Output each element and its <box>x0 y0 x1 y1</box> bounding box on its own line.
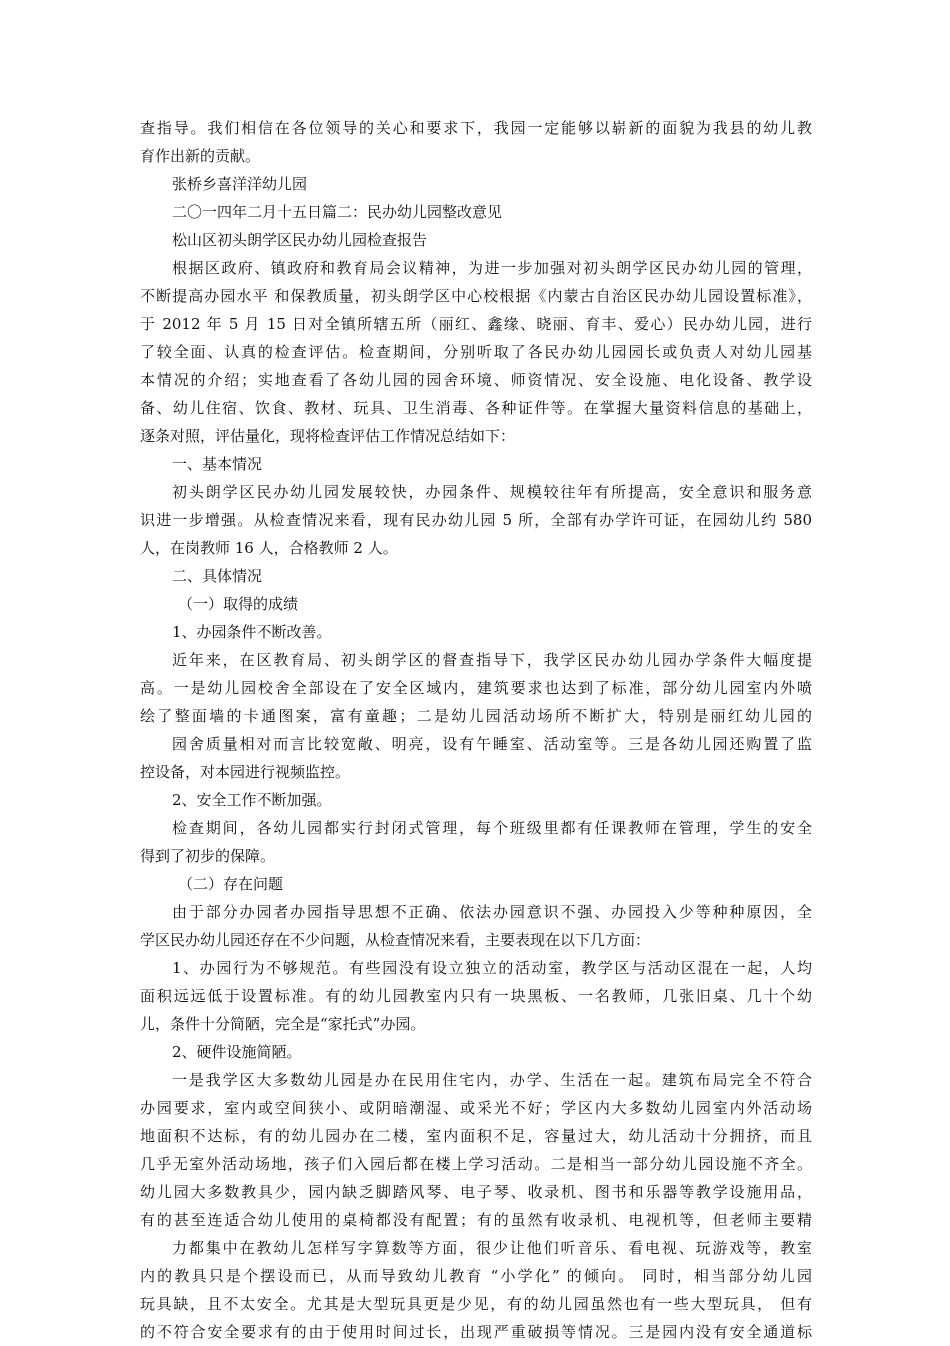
text-line: 学区民办幼儿园还存在不少问题，从检查情况来看，主要表现在以下几方面： <box>140 931 651 949</box>
text-line: 玩具缺，且不太安全。尤其是大型玩具更是少见，有的幼儿园虽然也有一些大型玩具， 但有 <box>140 1295 812 1313</box>
section-heading: 二、具体情况 <box>172 567 263 585</box>
text-line: 备、幼儿住宿、饮食、教材、玩具、卫生消毒、各种证件等。在掌握大量资料信息的基础上， <box>140 399 812 417</box>
text-line: 根据区政府、镇政府和教育局会议精神，为进一步加强对初头朗学区民办幼儿园的管理， <box>172 259 812 277</box>
text-line: 面积远远低于设置标准。有的幼儿园教室内只有一块黑板、一名教师，几张旧桌、几十个幼 <box>140 987 812 1005</box>
text-line: 幼儿园大多数教具少，园内缺乏脚踏风琴、电子琴、收录机、图书和乐器等教学设施用品， <box>140 1183 812 1201</box>
report-title: 松山区初头朗学区民办幼儿园检查报告 <box>172 231 428 249</box>
text-line: 不断提高办园水平 和保教质量，初头朗学区中心校根据《内蒙古自治区民办幼儿园设置标准》， <box>140 287 812 305</box>
item-heading: 2、硬件设施简陋。 <box>172 1043 302 1061</box>
text-line: 地面积不达标，有的幼儿园办在二楼，室内面积不足，容量过大，幼儿活动十分拥挤，而且 <box>140 1127 812 1145</box>
text-line: 初头朗学区民办幼儿园发展较快，办园条件、规模较往年有所提高，安全意识和服务意 <box>172 483 812 501</box>
text-line: 得到了初步的保障。 <box>140 847 276 865</box>
text-line: 检查期间，各幼儿园都实行封闭式管理，每个班级里都有任课教师在管理，学生的安全 <box>172 819 812 837</box>
text-line: 的不符合安全要求有的由于使用时间过长，出现严重破损等情况。三是园内没有安全通道标 <box>140 1323 812 1341</box>
text-line: 人，在岗教师 16 人，合格教师 2 人。 <box>140 539 398 557</box>
text-line: 高。一是幼儿园校舍全部设在了安全区域内，建筑要求也达到了标准，部分幼儿园室内外喷 <box>140 679 812 697</box>
text-line: 儿，条件十分简陋，完全是“家托式”办园。 <box>140 1015 426 1033</box>
subsection-heading: （二）存在问题 <box>178 875 284 893</box>
text-line: 由于部分办园者办园指导思想不正确、依法办园意识不强、办园投入少等种种原因，全 <box>172 903 812 921</box>
text-line: 1、办园行为不够规范。有些园没有设立独立的活动室，教学区与活动区混在一起，人均 <box>172 959 812 977</box>
text-line: 逐条对照，评估量化，现将检查评估工作情况总结如下： <box>140 427 516 445</box>
item-heading: 2、安全工作不断加强。 <box>172 791 332 809</box>
text-line: 近年来，在区教育局、初头朗学区的督查指导下，我学区民办幼儿园办学条件大幅度提 <box>172 651 812 669</box>
signature-org: 张桥乡喜洋洋幼儿园 <box>172 175 308 193</box>
subsection-heading: （一）取得的成绩 <box>178 595 299 613</box>
text-line: 办园要求，室内或空间狭小、或阴暗潮湿、或采光不好；学区内大多数幼儿园室内外活动场 <box>140 1099 812 1117</box>
text-line: 本情况的介绍；实地查看了各幼儿园的园舍环境、师资情况、安全设施、电化设备、教学设 <box>140 371 812 389</box>
text-line: 一是我学区大多数幼儿园是办在民用住宅内，办学、生活在一起。建筑布局完全不符合 <box>172 1071 812 1089</box>
item-heading: 1、办园条件不断改善。 <box>172 623 332 641</box>
text-line: 了较全面、认真的检查评估。检查期间，分别听取了各民办幼儿园园长或负责人对幼儿园基 <box>140 343 812 361</box>
text-line: 于 2012 年 5 月 15 日对全镇所辖五所（丽红、鑫缘、晓丽、育丰、爱心）民办幼儿园，进行 <box>140 315 812 333</box>
text-line: 力都集中在教幼儿怎样写字算数等方面，很少让他们听音乐、看电视、玩游戏等，教室 <box>172 1239 812 1257</box>
text-line: 育作出新的贡献。 <box>140 147 261 165</box>
text-line: 园舍质量相对而言比较宽敞、明亮，设有午睡室、活动室等。三是各幼儿园还购置了监 <box>172 735 812 753</box>
text-line: 内的教具只是个摆设而已，从而导致幼儿教育 “小学化” 的倾向。 同时，相当部分幼儿园 <box>140 1267 812 1285</box>
text-line: 查指导。我们相信在各位领导的关心和要求下，我园一定能够以崭新的面貌为我县的幼儿教 <box>140 119 812 137</box>
section-heading: 一、基本情况 <box>172 455 263 473</box>
text-line: 绘了整面墙的卡通图案，富有童趣；二是幼儿园活动场所不断扩大，特别是丽红幼儿园的 <box>140 707 812 725</box>
text-line: 控设备，对本园进行视频监控。 <box>140 763 351 781</box>
text-line: 几乎无室外活动场地，孩子们入园后都在楼上学习活动。二是相当一部分幼儿园设施不齐全。 <box>140 1155 812 1173</box>
date-and-section-title: 二〇一四年二月十五日篇二：民办幼儿园整改意见 <box>172 203 503 221</box>
text-line: 有的甚至连适合幼儿使用的桌椅都没有配置；有的虽然有收录机、电视机等，但老师主要精 <box>140 1211 812 1229</box>
text-line: 识进一步增强。从检查情况来看，现有民办幼儿园 5 所，全部有办学许可证，在园幼儿约 580 <box>140 511 812 529</box>
